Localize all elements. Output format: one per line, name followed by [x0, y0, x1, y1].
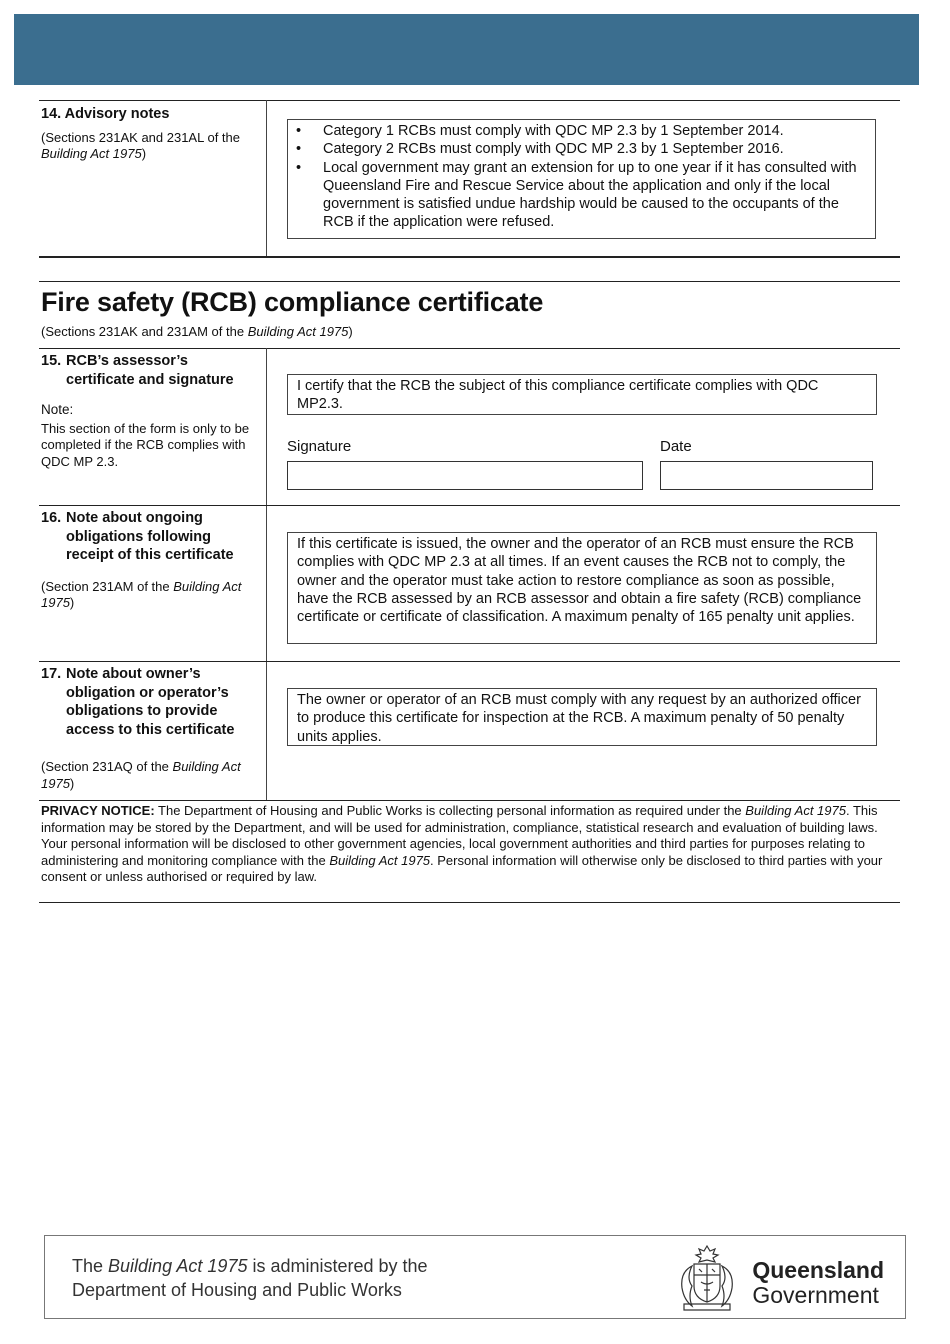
column-divider: [266, 100, 267, 257]
date-field[interactable]: [660, 461, 873, 490]
section-14-title: 14. Advisory notes: [41, 106, 170, 122]
list-item: • Category 1 RCBs must comply with QDC MP 2.3 by 1 September 2014.: [296, 122, 866, 140]
section-14-label: [41, 105, 266, 163]
section-16-title: 16. Note about ongoing: [41, 510, 203, 526]
section-17-title: 17. Note about owner’s: [41, 666, 201, 682]
footer: [44, 1235, 906, 1319]
section-15-title: 15. RCB’s assessor’s: [41, 353, 188, 369]
divider: [39, 348, 900, 349]
signature-label: Signature: [287, 438, 352, 455]
list-item: • Local government may grant an extension for up to one year if it has consulted with Queensland Fire and Rescue Service about the application and only if the local government is satisfied undue hardship would be caused to the occupants of the RCB if the application were refused.: [296, 159, 866, 232]
certification-statement: I certify that the RCB the subject of this compliance certificate complies with QDC MP2.3.: [287, 374, 877, 415]
divider: [39, 505, 900, 506]
section-16-label: 16. Note about ongoing obligations following receipt of this certificate (Section 231AM of the Building Act 1975): [41, 509, 266, 612]
divider: [39, 100, 900, 101]
footer-administered-text: The Building Act 1975 is administered by the Department of Housing and Public Works: [72, 1256, 428, 1300]
column-divider: [266, 348, 267, 801]
divider: [39, 281, 900, 282]
queensland-government-logo: Queensland Government: [752, 1257, 884, 1308]
divider: [39, 902, 900, 903]
section-15-note: This section of the form is only to be completed if the RCB complies with QDC MP 2.3.: [41, 420, 250, 469]
queensland-crest-icon: [674, 1242, 740, 1314]
certificate-title: Fire safety (RCB) compliance certificate: [41, 287, 544, 317]
divider: [39, 800, 900, 801]
advisory-notes-list: [296, 122, 866, 232]
advisory-notes-box: [287, 119, 876, 239]
section-16-reference: (Section 231AM of the Building Act 1975): [41, 578, 242, 610]
section-15-label: 15. RCB’s assessor’s certificate and signature Note: This section of the form is only to be completed if the RCB complies with QDC MP 2.3.: [41, 352, 266, 470]
privacy-notice: PRIVACY NOTICE: The Department of Housing and Public Works is collecting personal information as required under the Building Act 1975. This information may be stored by the Department, and will be used for administration, compliance, statistical research and evaluation of building laws. Your personal information will be disclosed to other government agencies, local government authorities and third parties for purposes relating to administering and monitoring compliance with the Building Act 1975. Personal information will otherwise only be disclosed to third parties with your consent or unless authorised or required by law.: [41, 803, 883, 885]
ongoing-obligations-box: If this certificate is issued, the owner and the operator of an RCB must ensure the RCB complies with QDC MP 2.3 at all times. If an event causes the RCB not to comply, the owner and the operator must take action to restore compliance as soon as possible, have the RCB assessed by an RCB assessor and obtain a fire safety (RCB) compliance certificate or certificate of classification. A maximum penalty of 165 penalty unit applies.: [287, 532, 877, 644]
section-17-reference: (Section 231AQ of the Building Act 1975): [41, 759, 241, 791]
section-14-reference: (Sections 231AK and 231AL of the Building Act 1975): [41, 129, 240, 161]
list-item: • Category 2 RCBs must comply with QDC MP 2.3 by 1 September 2016.: [296, 140, 866, 158]
signature-field[interactable]: [287, 461, 643, 490]
divider: [39, 256, 900, 258]
date-label: Date: [660, 438, 692, 455]
header-banner: [14, 14, 919, 85]
divider: [39, 661, 900, 662]
certificate-reference: (Sections 231AK and 231AM of the Building Act 1975): [41, 324, 353, 339]
owner-obligations-box: The owner or operator of an RCB must comply with any request by an authorized officer to produce this certificate for inspection at the RCB. A maximum penalty of 50 penalty units applies.: [287, 688, 877, 746]
section-17-label: 17. Note about owner’s obligation or operator’s obligations to provide access to this certificate (Section 231AQ of the Building Act 1975): [41, 665, 266, 792]
